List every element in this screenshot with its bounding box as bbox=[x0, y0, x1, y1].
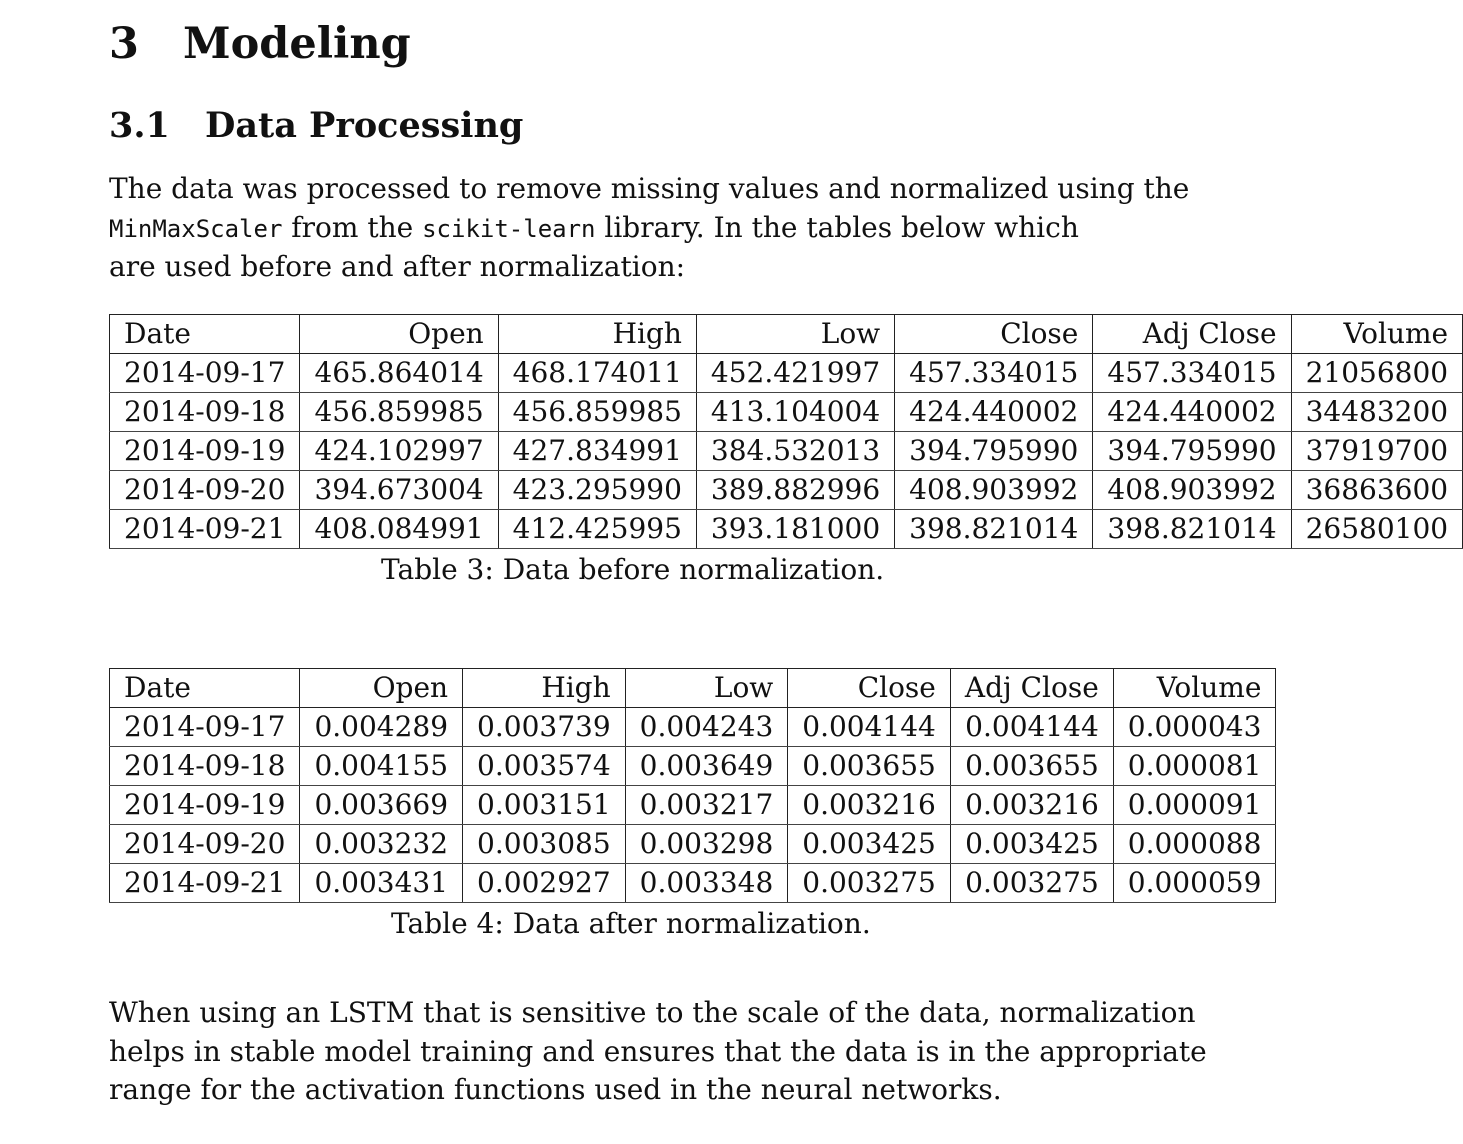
table-cell: 408.084991 bbox=[300, 510, 498, 549]
table-cell: 0.003085 bbox=[463, 825, 626, 864]
table-cell: 0.003431 bbox=[300, 864, 463, 903]
table-cell: 427.834991 bbox=[498, 432, 696, 471]
table-cell: 394.673004 bbox=[300, 471, 498, 510]
table-4-caption: Table 4: Data after normalization. bbox=[391, 907, 871, 940]
table-cell: 2014-09-21 bbox=[110, 864, 300, 903]
table-cell: 2014-09-17 bbox=[110, 708, 300, 747]
table-cell: 0.003649 bbox=[625, 747, 788, 786]
table-cell: 457.334015 bbox=[1093, 354, 1291, 393]
table-cell: 452.421997 bbox=[696, 354, 894, 393]
table-cell: 0.004155 bbox=[300, 747, 463, 786]
table-cell: 37919700 bbox=[1291, 432, 1463, 471]
table-cell: 34483200 bbox=[1291, 393, 1463, 432]
table-cell: 0.004289 bbox=[300, 708, 463, 747]
table-cell: 2014-09-20 bbox=[110, 471, 300, 510]
table-cell: 0.000059 bbox=[1113, 864, 1276, 903]
table-cell: 413.104004 bbox=[696, 393, 894, 432]
table-row bbox=[110, 864, 1276, 903]
table-after-normalization bbox=[109, 668, 1276, 903]
table-cell: 0.003348 bbox=[625, 864, 788, 903]
section-number: 3 bbox=[109, 19, 139, 69]
table-cell: 393.181000 bbox=[696, 510, 894, 549]
table-cell: 0.003655 bbox=[950, 747, 1113, 786]
table-cell: 468.174011 bbox=[498, 354, 696, 393]
conclusion-line-3: range for the activation functions used in the neural networks. bbox=[109, 1073, 1002, 1106]
table-cell: 0.003669 bbox=[300, 786, 463, 825]
table-cell: 0.003217 bbox=[625, 786, 788, 825]
table-before-normalization bbox=[109, 314, 1463, 549]
intro-line-3: are used before and after normalization: bbox=[109, 250, 686, 283]
table-cell: 26580100 bbox=[1291, 510, 1463, 549]
table-cell: 398.821014 bbox=[895, 510, 1093, 549]
table-cell: 423.295990 bbox=[498, 471, 696, 510]
table-cell: 0.000081 bbox=[1113, 747, 1276, 786]
header-cell: Open bbox=[300, 315, 498, 354]
table-cell: 0.000043 bbox=[1113, 708, 1276, 747]
table-row bbox=[110, 354, 1463, 393]
header-cell: High bbox=[498, 315, 696, 354]
table-cell: 398.821014 bbox=[1093, 510, 1291, 549]
table-header-row bbox=[110, 669, 1276, 708]
intro-line-1: The data was processed to remove missing values and normalized using the bbox=[109, 172, 1190, 205]
table-cell: 394.795990 bbox=[895, 432, 1093, 471]
table-cell: 21056800 bbox=[1291, 354, 1463, 393]
table-cell: 412.425995 bbox=[498, 510, 696, 549]
table-row bbox=[110, 471, 1463, 510]
table-cell: 424.440002 bbox=[1093, 393, 1291, 432]
table-cell: 0.003275 bbox=[788, 864, 951, 903]
table-cell: 424.440002 bbox=[895, 393, 1093, 432]
table-cell: 0.000088 bbox=[1113, 825, 1276, 864]
table-cell: 389.882996 bbox=[696, 471, 894, 510]
section-heading bbox=[109, 18, 411, 70]
table-cell: 0.003275 bbox=[950, 864, 1113, 903]
subsection-number: 3.1 bbox=[109, 105, 170, 146]
table-cell: 2014-09-19 bbox=[110, 432, 300, 471]
table-cell: 424.102997 bbox=[300, 432, 498, 471]
table-cell: 0.004144 bbox=[788, 708, 951, 747]
table-cell: 0.003216 bbox=[950, 786, 1113, 825]
subsection-heading bbox=[109, 104, 523, 148]
table-cell: 0.003574 bbox=[463, 747, 626, 786]
table-cell: 0.004243 bbox=[625, 708, 788, 747]
conclusion-line-1: When using an LSTM that is sensitive to the scale of the data, normalization bbox=[109, 996, 1196, 1029]
table-row bbox=[110, 786, 1276, 825]
table-cell: 0.003425 bbox=[788, 825, 951, 864]
table-cell: 0.003151 bbox=[463, 786, 626, 825]
table-cell: 408.903992 bbox=[895, 471, 1093, 510]
section-title: Modeling bbox=[183, 19, 411, 69]
table-cell: 456.859985 bbox=[498, 393, 696, 432]
table-cell: 2014-09-19 bbox=[110, 786, 300, 825]
table-cell: 2014-09-18 bbox=[110, 393, 300, 432]
subsection-title: Data Processing bbox=[205, 105, 524, 146]
conclusion-line-2: helps in stable model training and ensures that the data is in the appropriate bbox=[109, 1034, 1207, 1068]
header-cell: Volume bbox=[1113, 669, 1276, 708]
header-cell: Low bbox=[696, 315, 894, 354]
table-cell: 0.003232 bbox=[300, 825, 463, 864]
conclusion-paragraph bbox=[109, 994, 1207, 1110]
table-cell: 384.532013 bbox=[696, 432, 894, 471]
table-row bbox=[110, 708, 1276, 747]
table-cell: 2014-09-17 bbox=[110, 354, 300, 393]
table-cell: 0.003655 bbox=[788, 747, 951, 786]
header-cell: Date bbox=[110, 315, 300, 354]
table-row bbox=[110, 825, 1276, 864]
header-cell: High bbox=[463, 669, 626, 708]
header-cell: Low bbox=[625, 669, 788, 708]
table-cell: 2014-09-18 bbox=[110, 747, 300, 786]
intro-line-2-text-a: from the bbox=[282, 210, 423, 244]
table-row bbox=[110, 393, 1463, 432]
header-cell: Close bbox=[895, 315, 1093, 354]
header-cell: Close bbox=[788, 669, 951, 708]
header-cell: Volume bbox=[1291, 315, 1463, 354]
table-cell: 0.003739 bbox=[463, 708, 626, 747]
table-cell: 0.003298 bbox=[625, 825, 788, 864]
table-cell: 456.859985 bbox=[300, 393, 498, 432]
header-cell: Adj Close bbox=[1093, 315, 1291, 354]
table-cell: 0.002927 bbox=[463, 864, 626, 903]
table-header-row bbox=[110, 315, 1463, 354]
table-cell: 0.004144 bbox=[950, 708, 1113, 747]
header-cell: Date bbox=[110, 669, 300, 708]
header-cell: Adj Close bbox=[950, 669, 1113, 708]
table-cell: 2014-09-21 bbox=[110, 510, 300, 549]
table-cell: 0.000091 bbox=[1113, 786, 1276, 825]
header-cell: Open bbox=[300, 669, 463, 708]
scikit-learn-code: scikit-learn bbox=[422, 214, 596, 243]
table-cell: 465.864014 bbox=[300, 354, 498, 393]
intro-line-2-text-b: library. In the tables below which bbox=[595, 210, 1079, 244]
intro-paragraph bbox=[109, 170, 1190, 287]
table-row bbox=[110, 432, 1463, 471]
table-3-caption: Table 3: Data before normalization. bbox=[381, 553, 885, 586]
table-cell: 457.334015 bbox=[895, 354, 1093, 393]
table-row bbox=[110, 510, 1463, 549]
table-cell: 36863600 bbox=[1291, 471, 1463, 510]
table-row bbox=[110, 747, 1276, 786]
table-cell: 0.003425 bbox=[950, 825, 1113, 864]
minmaxscaler-code: MinMaxScaler bbox=[109, 214, 283, 243]
table-cell: 0.003216 bbox=[788, 786, 951, 825]
table-cell: 408.903992 bbox=[1093, 471, 1291, 510]
table-cell: 2014-09-20 bbox=[110, 825, 300, 864]
table-cell: 394.795990 bbox=[1093, 432, 1291, 471]
